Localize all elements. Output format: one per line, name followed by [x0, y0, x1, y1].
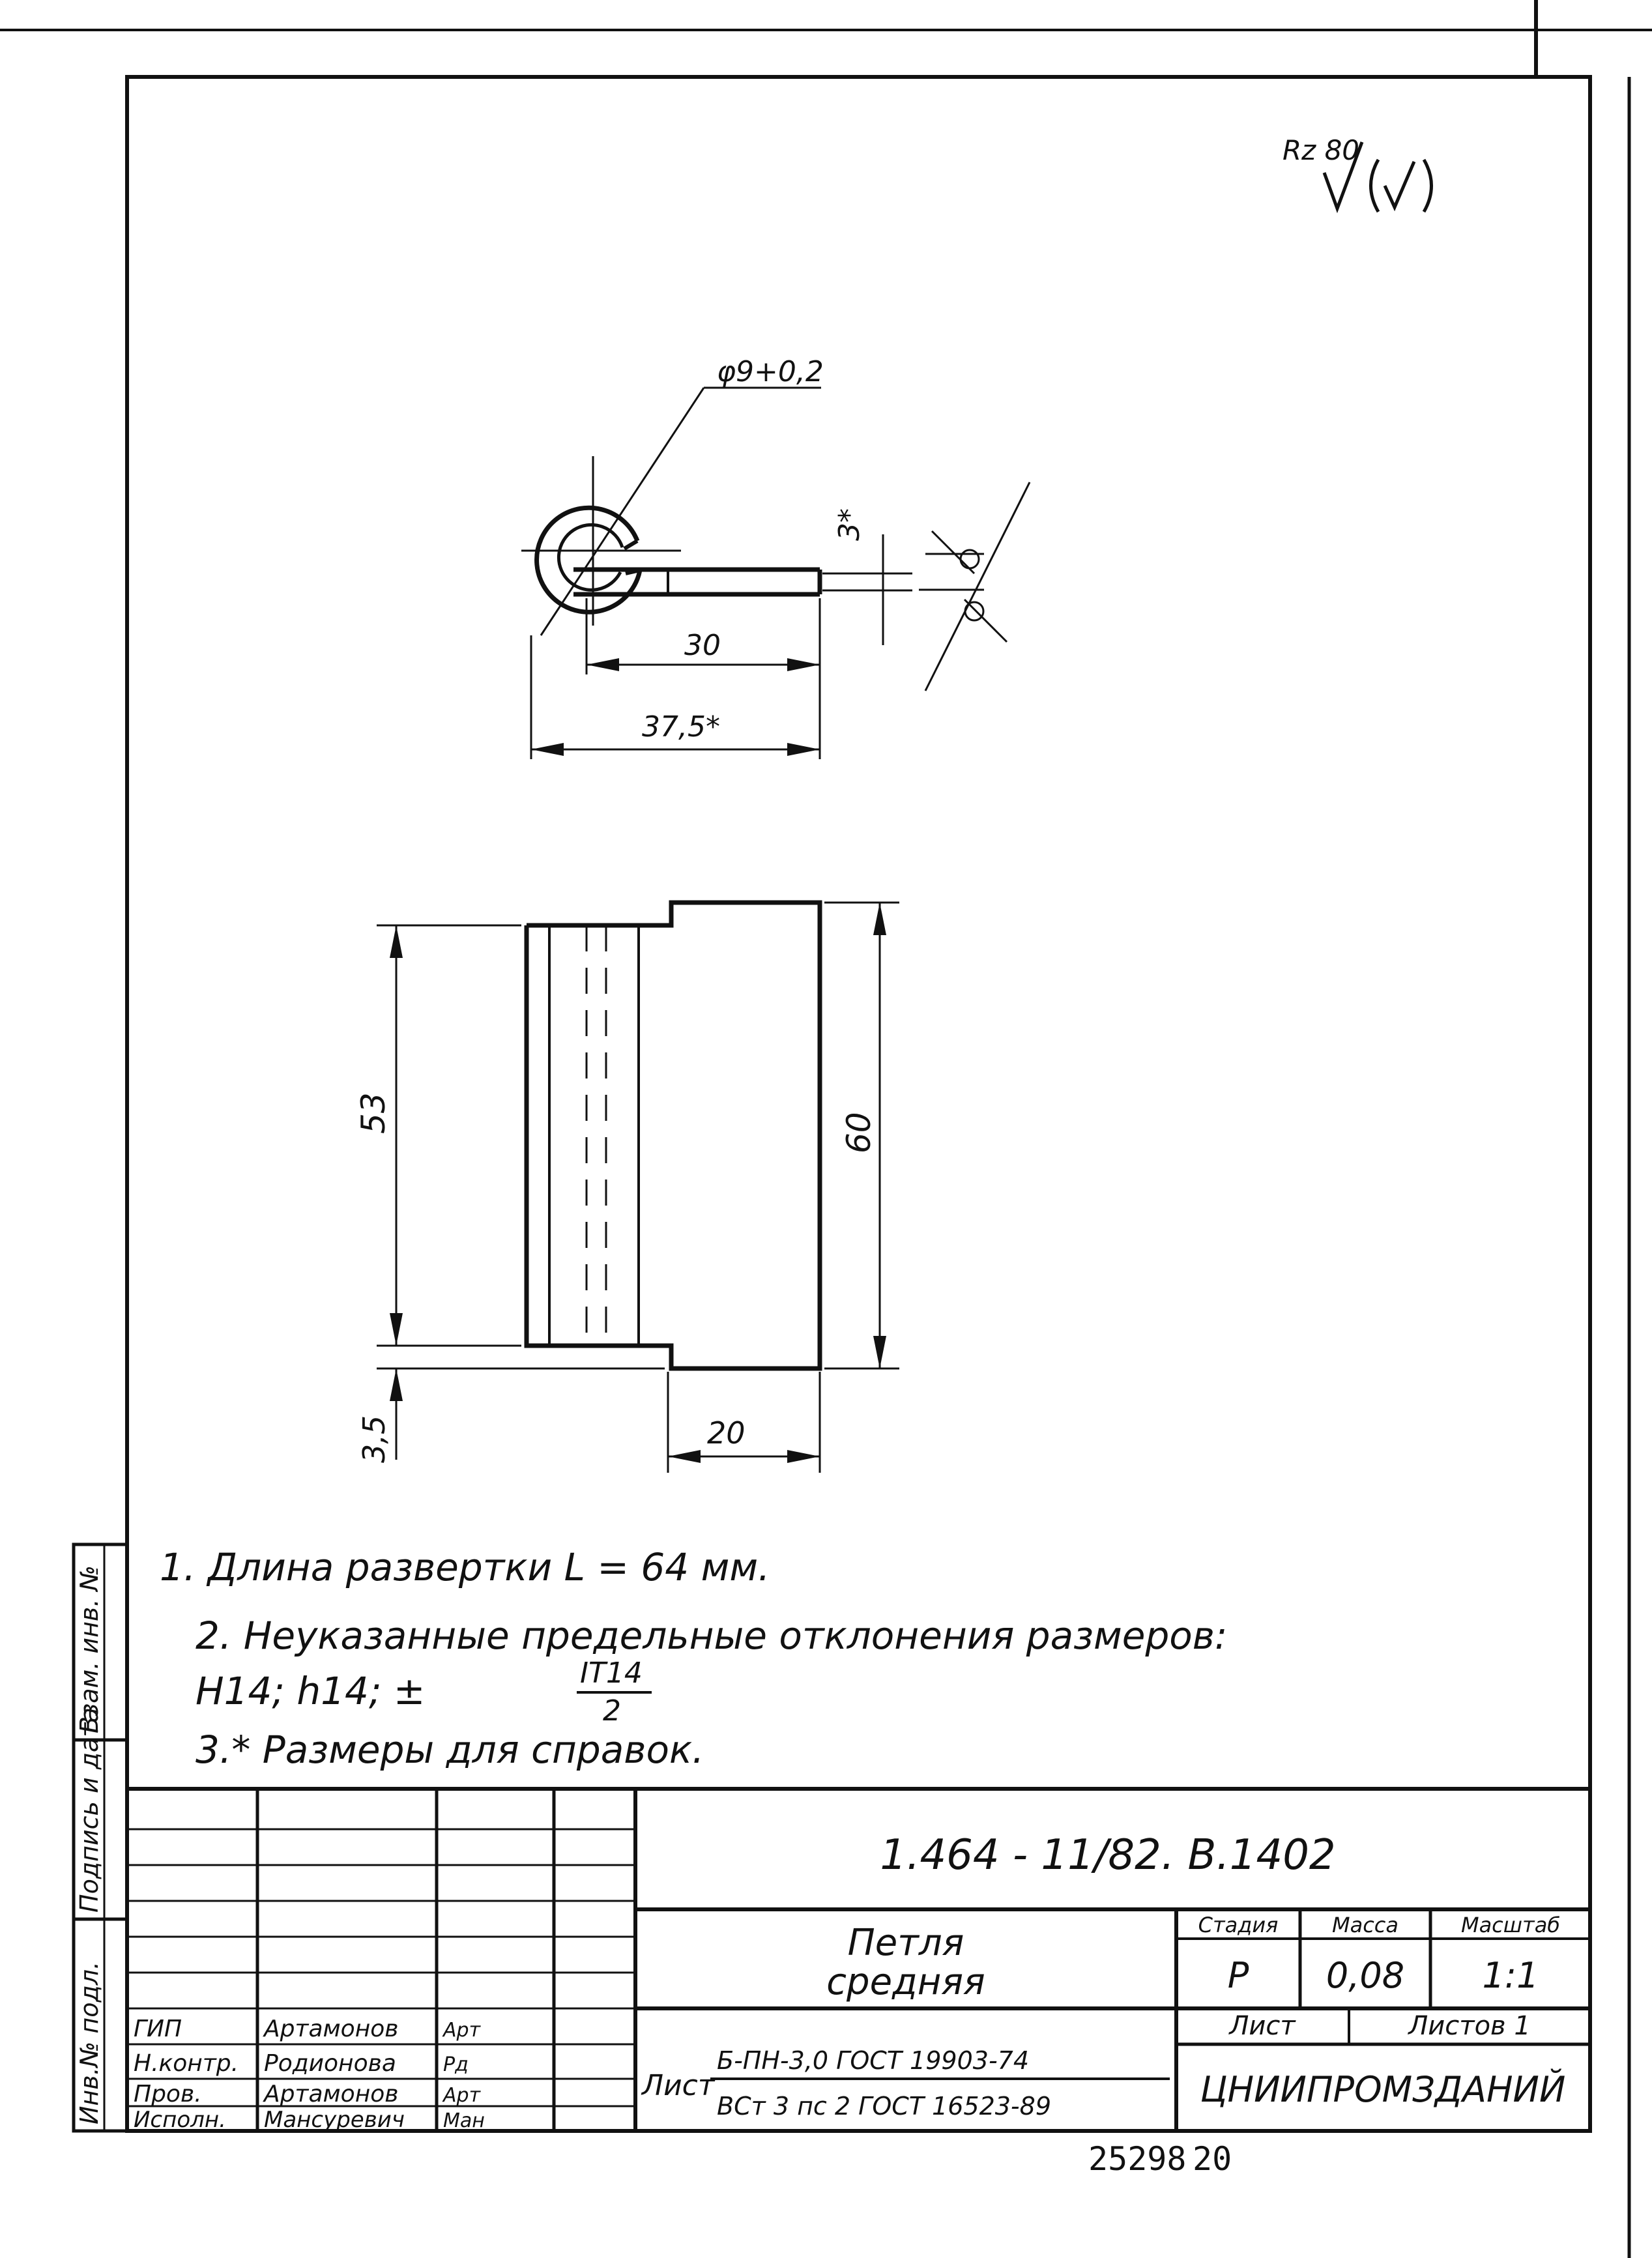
material-line1: Б-ПН-3,0 ГОСТ 19903-74 [717, 2046, 1030, 2075]
part-name-line2: средняя [826, 1961, 985, 2003]
name-checked: Артамонов [264, 2081, 399, 2107]
material-prefix: Лист [642, 2069, 715, 2102]
tolerance-numerator: IT14 [580, 1657, 643, 1690]
length-37-5-label: 37,5* [642, 710, 720, 744]
scale-header: Масштаб [1460, 1913, 1561, 1937]
material-line2: ВСт 3 пс 2 ГОСТ 16523-89 [717, 2092, 1051, 2120]
note-3: 3.* Размеры для справок. [196, 1728, 704, 1772]
height-53-label: 53 [355, 1092, 392, 1134]
offset-3-5-label: 3,5 [356, 1415, 392, 1463]
thickness-label: 3* [833, 508, 866, 541]
note-2: 2. Неуказанные предельные отклонения размеров: [196, 1614, 1228, 1658]
hole-diameter-label: φ9+0,2 [717, 355, 824, 388]
side-stamp-replacement: Взам. инв. № [75, 1565, 104, 1733]
sheets-label: Листов 1 [1408, 2011, 1531, 2041]
sign-checked: Арт [443, 2084, 481, 2107]
front-view [377, 903, 899, 1473]
note-1: 1. Длина развертки L = 64 мм. [160, 1545, 770, 1589]
side-stamp-inventory: Инв.№ подл. [75, 1961, 104, 2124]
footer-number: 25298 [1088, 2140, 1187, 2178]
sheet-label: Лист [1229, 2011, 1296, 2041]
side-stamp-signature: Подпись и дата [75, 1707, 104, 1913]
roughness-symbol [1282, 134, 1432, 212]
sign-norm-control: Рд [443, 2053, 469, 2076]
role-gip: ГИП [134, 2016, 182, 2042]
stage-value: Р [1227, 1955, 1249, 1996]
tolerance-denominator: 2 [603, 1694, 621, 1728]
drawing-frame [127, 77, 1590, 2131]
width-20-label: 20 [707, 1415, 746, 1451]
mass-value: 0,08 [1326, 1955, 1405, 1996]
footer-format: 20 [1193, 2140, 1232, 2178]
part-name-line1: Петля [847, 1922, 964, 1964]
role-checked: Пров. [134, 2081, 202, 2107]
stage-header: Стадия [1198, 1913, 1279, 1937]
length-30-label: 30 [684, 629, 721, 662]
notes [160, 1545, 1227, 1772]
role-executor: Исполн. [134, 2107, 226, 2133]
designation: 1.464 - 11/82. В.1402 [880, 1831, 1336, 1879]
sign-executor: Ман [443, 2109, 485, 2132]
organization: ЦНИИПРОМЗДАНИЙ [1200, 2069, 1566, 2110]
role-norm-control: Н.контр. [134, 2050, 239, 2077]
height-60-label: 60 [840, 1112, 878, 1153]
name-gip: Артамонов [264, 2016, 399, 2042]
section-view [521, 388, 1030, 759]
sign-gip: Арт [443, 2019, 481, 2042]
scale-value: 1:1 [1482, 1955, 1539, 1996]
roughness-label: Rz 80 [1282, 134, 1360, 166]
name-executor: Мансуревич [264, 2107, 405, 2133]
name-norm-control: Родионова [264, 2050, 396, 2077]
note-2-tolerance: H14; h14; ± [196, 1669, 426, 1713]
mass-header: Масса [1331, 1913, 1399, 1937]
